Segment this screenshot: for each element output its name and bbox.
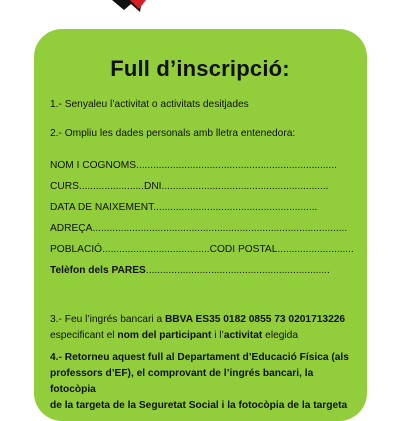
field-nom-cognoms[interactable]: NOM I COGNOMS....................................................................... [50, 160, 337, 171]
step-3-instruction [50, 312, 357, 344]
step-4-line-3: de la targeta de la Seguretat Social i la fotocòpia de la targeta [50, 400, 348, 411]
step-1-instruction: 1.- Senyaleu l’activitat o activitats desitjades [50, 99, 249, 110]
field-curs-dni[interactable]: CURS.......................DNI........................................................... [50, 181, 329, 192]
step-3-suffix: elegida [262, 330, 299, 341]
field-poblacio-codi-postal[interactable]: POBLACIÓ......................................CODI POSTAL........................... [50, 244, 354, 255]
logo-graphic [0, 0, 400, 20]
step-4-line-2: professors d’EF), el comprovant de l’ingrés bancari, la fotocòpia [50, 368, 314, 395]
step-3-activity: activitat [223, 330, 263, 341]
bank-account: BBVA ES35 0182 0855 73 0201713226 [164, 314, 346, 325]
field-adreca[interactable]: ADREÇA.......................................................................................... [50, 223, 348, 234]
step-4-instruction [50, 350, 357, 414]
step-4-line-1: 4.- Retorneu aquest full al Departament d’Educació Física (als [50, 352, 349, 363]
telefon-label: Telèfon dels PARES [50, 265, 146, 276]
step-3-middle: especificant el [50, 330, 118, 341]
telefon-dots: ................................................................. [145, 265, 330, 276]
step-3-prefix: 3.- Feu l’ingrés bancari a [50, 314, 165, 325]
step-2-instruction: 2.- Ompliu les dades personals amb lletra entenedora: [50, 128, 296, 139]
form-title: Full d’inscripció: [110, 56, 290, 81]
step-3-participant: nom del participant [117, 330, 212, 341]
step-3-and: i l’ [211, 330, 224, 341]
field-telefon-pares[interactable] [50, 264, 360, 277]
field-data-naixement[interactable]: DATA DE NAIXEMENT.......................................................... [50, 202, 318, 213]
